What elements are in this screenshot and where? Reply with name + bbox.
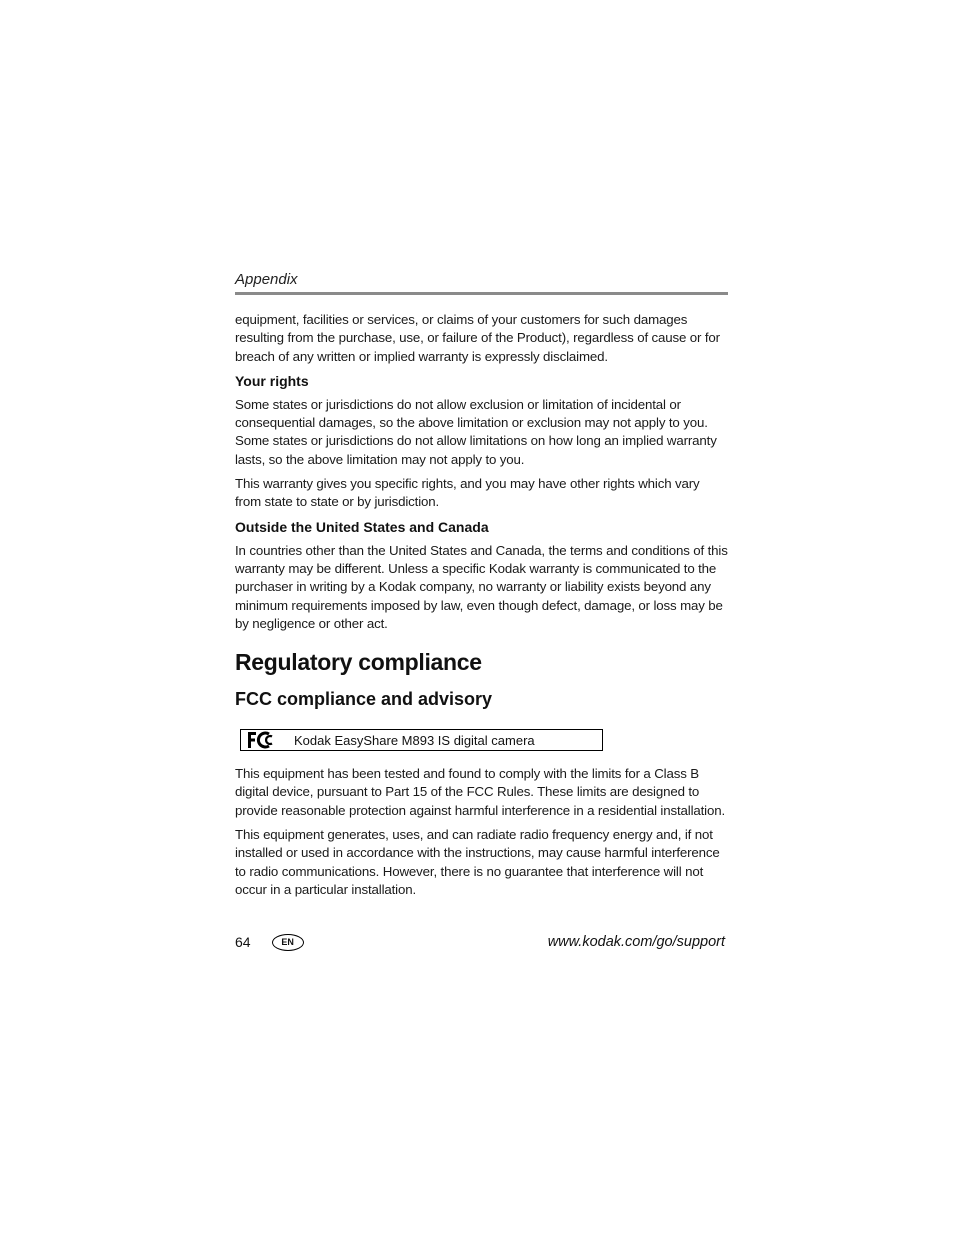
- page-number: 64: [235, 934, 251, 950]
- your-rights-paragraph-2: This warranty gives you specific rights, and you may have other rights which vary from state to state or by jurisdiction.: [235, 476, 700, 510]
- outside-us-paragraph: In countries other than the United States and Canada, the terms and conditions of this warranty may be different. Unless a specific Kodak warranty is communicated to the purchaser in writing by a Kodak company, no warranty or liability exists beyond any minimum requirements imposed by law, even though defect, damage, or loss may be by negligence or other act.: [235, 542, 728, 631]
- fcc-product-box: [240, 729, 603, 751]
- fcc-logo-icon: [241, 729, 281, 751]
- fcc-product-text: Kodak EasyShare M893 IS digital camera: [294, 732, 535, 748]
- outside-us-heading: Outside the United States and Canada: [235, 518, 489, 535]
- fcc-paragraph-1: This equipment has been tested and found to comply with the limits for a Class B digital device, pursuant to Part 15 of the FCC Rules. These limits are designed to provide reasonable protection against harmful interference in a residential installation.: [235, 766, 726, 818]
- running-header: Appendix: [235, 270, 728, 295]
- support-url-link[interactable]: www.kodak.com/go/support: [547, 934, 725, 950]
- language-badge: EN: [272, 934, 304, 951]
- fcc-paragraph-2: This equipment generates, uses, and can radiate radio frequency energy and, if not installed or used in accordance with the instructions, may cause harmful interference to radio communications. However, there is no guarantee that interference will not occur in a particular installation.: [235, 827, 720, 897]
- fcc-compliance-heading: FCC compliance and advisory: [235, 689, 493, 710]
- your-rights-paragraph-1: Some states or jurisdictions do not allow exclusion or limitation of incidental or consequential damages, so the above limitation or exclusion may not apply to you. Some states or jurisdictions do not allow limitations on how long an implied warranty lasts, so the above limitation may not apply to you.: [235, 396, 717, 467]
- intro-paragraph: equipment, facilities or services, or claims of your customers for such damages resulting from the purchase, use, or failure of the Product), regardless of cause or for breach of any written or implied warranty is expressly disclaimed.: [235, 312, 720, 364]
- page-footer: [235, 930, 725, 954]
- page-content: [235, 270, 728, 905]
- regulatory-compliance-heading: Regulatory compliance: [235, 649, 482, 676]
- your-rights-heading: Your rights: [235, 372, 309, 389]
